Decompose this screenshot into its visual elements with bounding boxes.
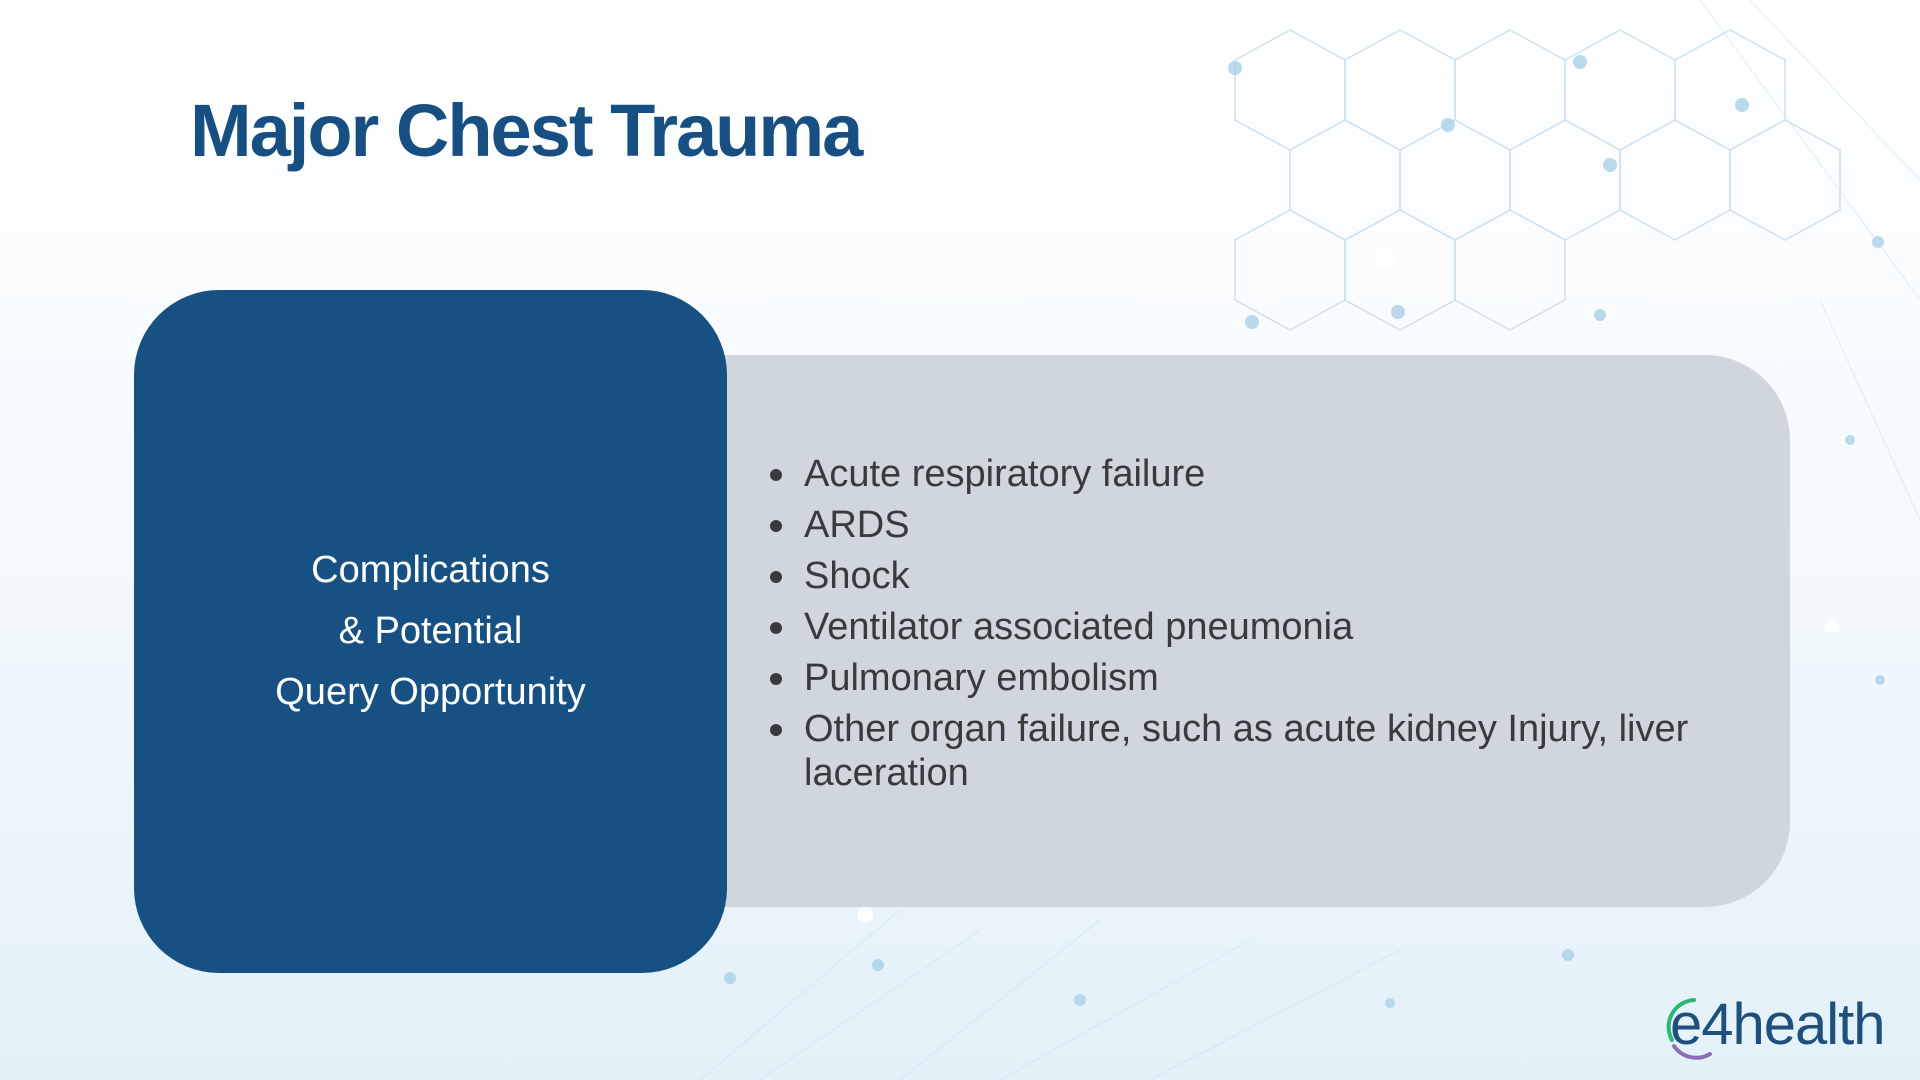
bullet-dot-icon (770, 673, 782, 685)
bullet-item (770, 707, 1710, 795)
bullet-item (770, 503, 1710, 547)
bullet-text: Other organ failure, such as acute kidney Injury, liver laceration (804, 708, 1689, 794)
bullet-dot-icon (770, 724, 782, 736)
complications-label-line: Query Opportunity (275, 671, 586, 713)
bullet-item (770, 605, 1710, 649)
slide-title: Major Chest Trauma (190, 89, 862, 172)
bullet-text: ARDS (804, 504, 910, 546)
bullet-item (770, 452, 1710, 496)
bullet-dot-icon (770, 520, 782, 532)
bullet-text: Ventilator associated pneumonia (804, 606, 1354, 648)
bullet-list (770, 452, 1710, 802)
bullet-dot-icon (770, 571, 782, 583)
e4health-logo (1670, 990, 1900, 1060)
bullet-text: Acute respiratory failure (804, 453, 1206, 495)
bullet-dot-icon (770, 469, 782, 481)
complications-label-line: & Potential (338, 610, 523, 652)
bullet-text: Shock (804, 555, 910, 597)
bullet-item (770, 656, 1710, 700)
complications-panel (134, 290, 727, 973)
bullet-item (770, 554, 1710, 598)
bullet-dot-icon (770, 622, 782, 634)
logo-wordmark: e4health (1670, 992, 1885, 1057)
bullet-text: Pulmonary embolism (804, 657, 1159, 699)
complications-label-line: Complications (311, 549, 550, 591)
